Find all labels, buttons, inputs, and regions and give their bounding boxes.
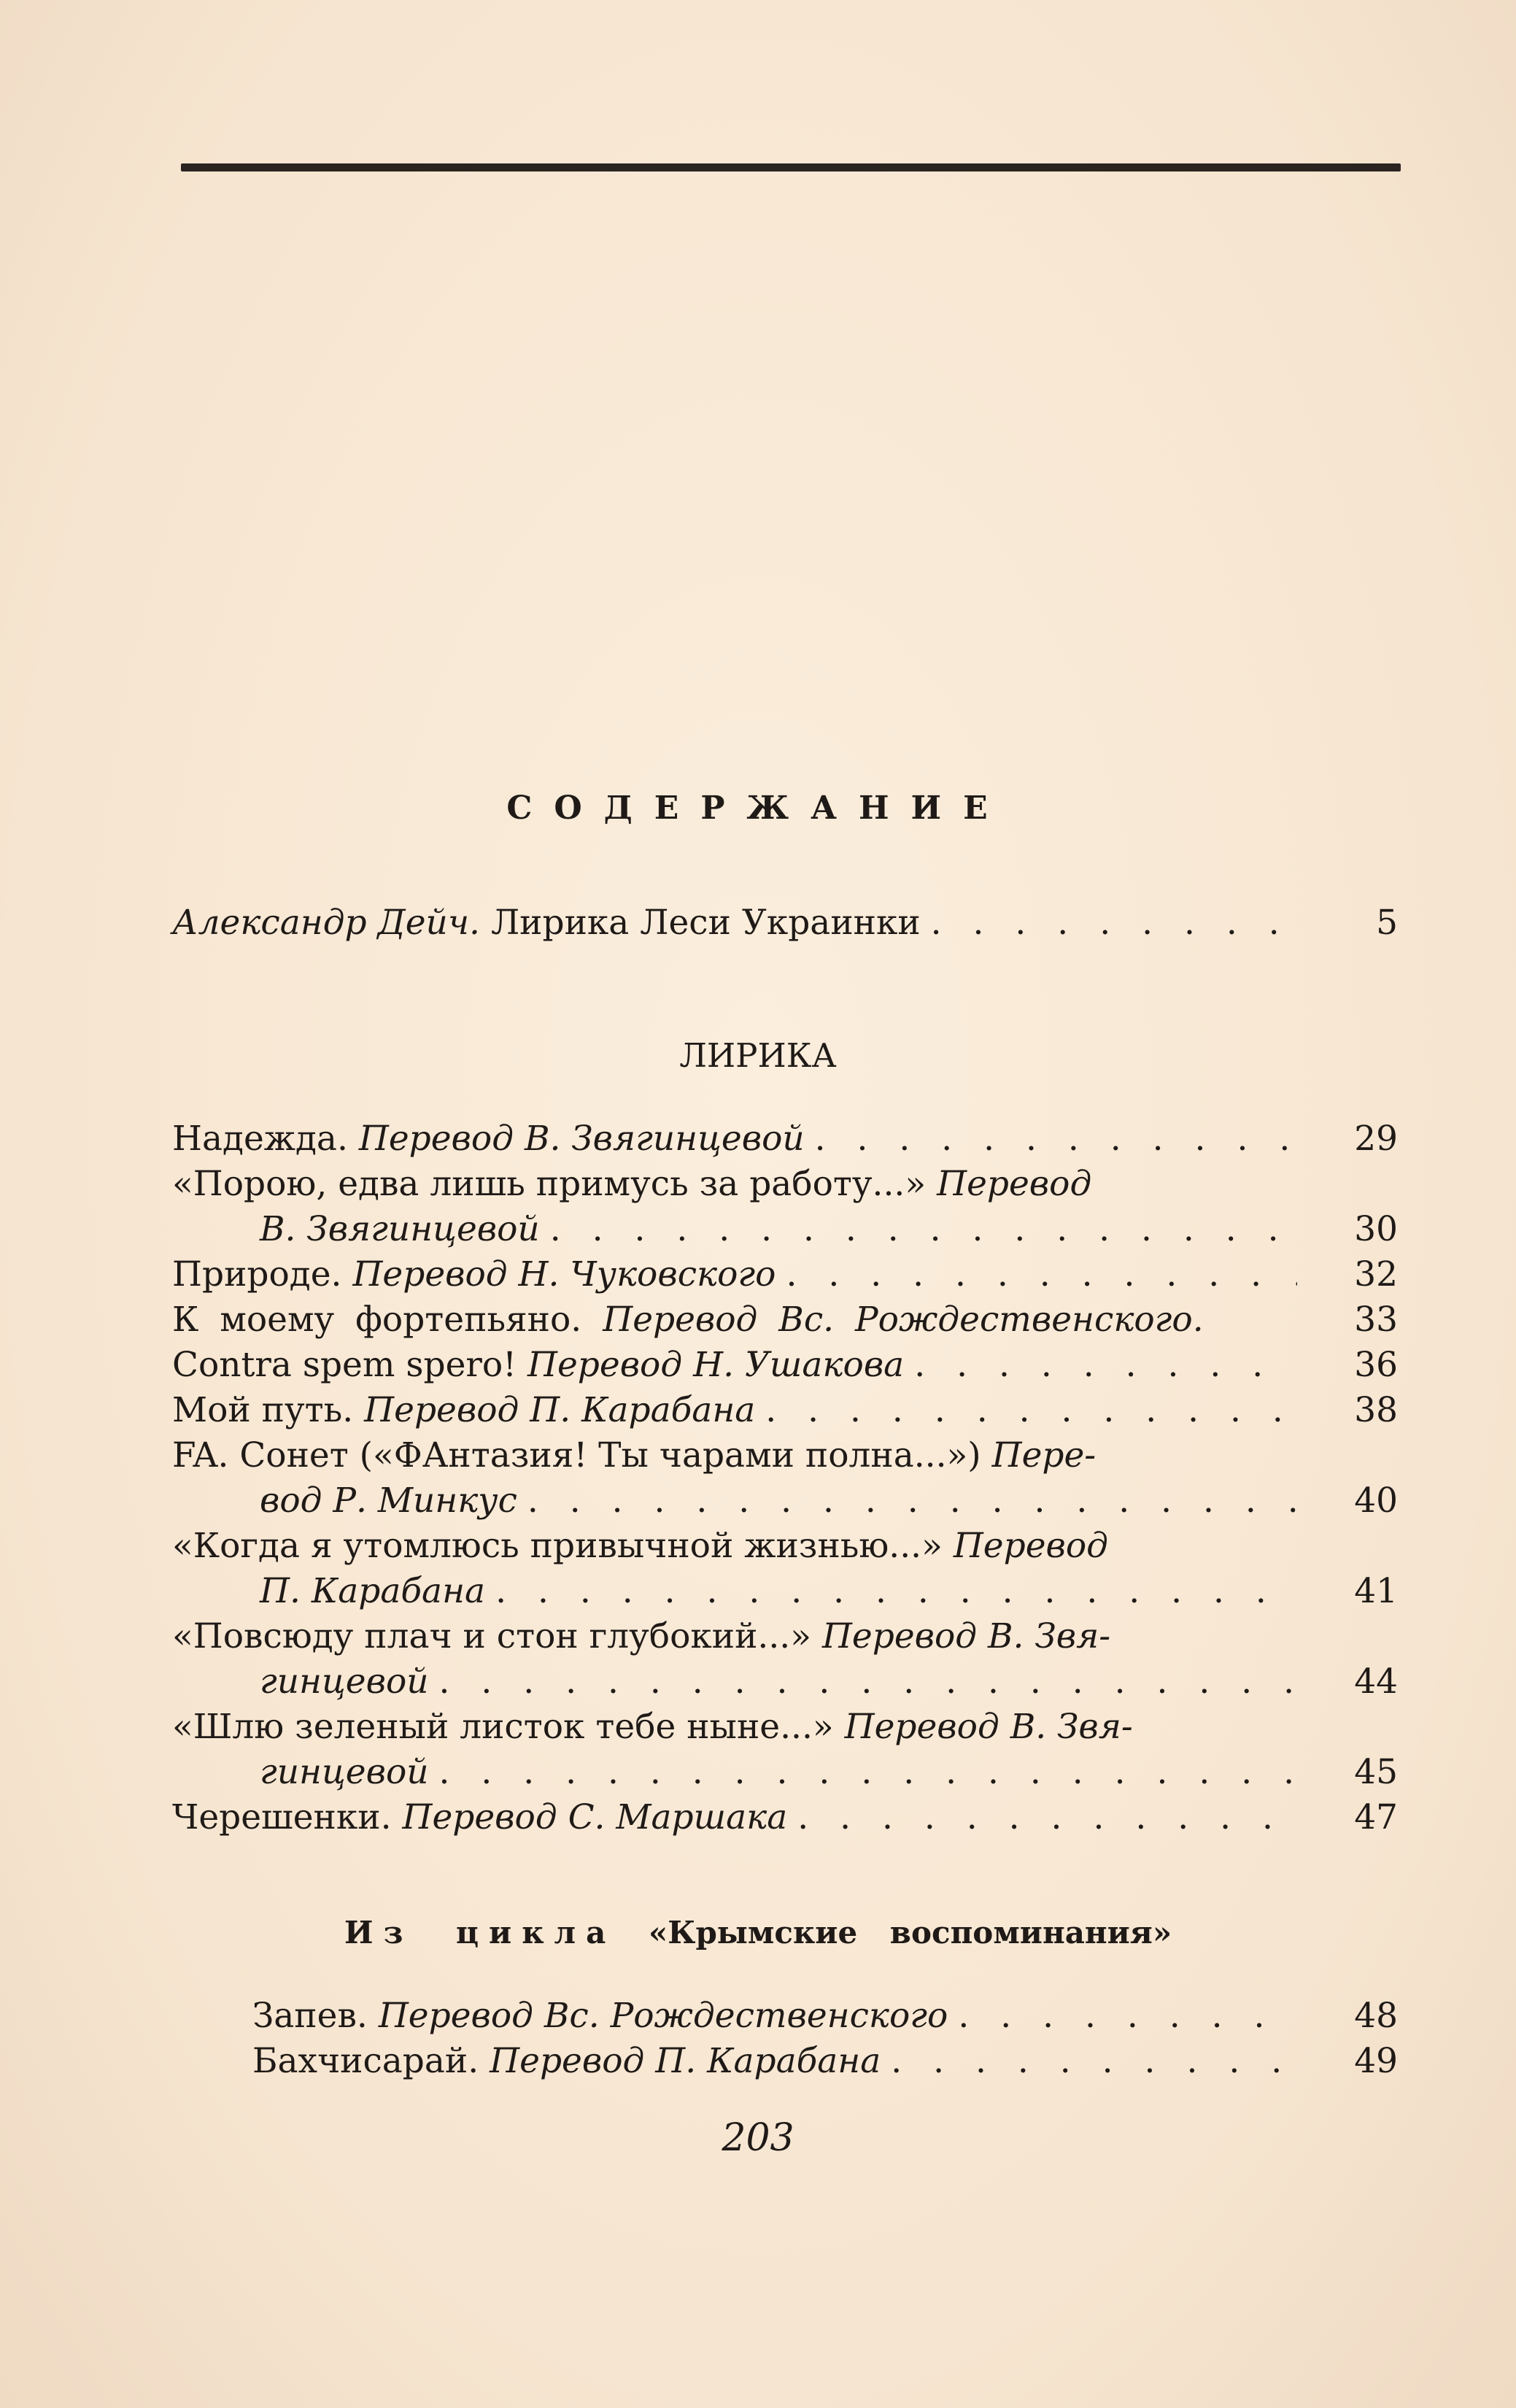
leader-dots [914,1343,1297,1388]
leader-dots [786,1252,1297,1297]
leader-dots [931,900,1297,946]
page-number: 38 [1354,1390,1398,1430]
subsection-prefix: Из цикла [344,1915,616,1950]
entry-title: Бахчисарай. [252,2041,479,2081]
entry-title: Contra spem spero! [172,1345,517,1385]
toc-entry[interactable] [172,1162,1398,1252]
entry-translator: Перевод Н. Ушакова [527,1345,905,1385]
subsection-heading [0,1915,1516,1950]
page-number: 44 [1354,1662,1398,1702]
entry-translator: гинцевой [260,1662,429,1702]
leader-dots [550,1207,1297,1252]
entry-translator: гинцевой [260,1752,429,1792]
intro-title: Лирика Леси Украинки [490,903,921,943]
page-number: 5 [1376,903,1398,943]
page-number: 33 [1354,1300,1398,1340]
entry-translator: П. Карабана [260,1571,486,1611]
page-number: 36 [1354,1345,1398,1385]
entry-translator: В. Звягинцевой [260,1209,540,1249]
entry-translator: вод Р. Минкус [260,1481,517,1521]
entry-title: «Когда я утомлюсь привычной жизнью...» [172,1526,943,1566]
entry-translator: Перевод С. Маршака [402,1797,788,1837]
leader-dots [527,1478,1297,1524]
entry-title: «Повсюду плач и стон глубокий...» [172,1616,811,1656]
entry-translator: Пере- [991,1435,1097,1475]
entry-translator: Перевод [953,1526,1108,1566]
entry-translator: Перевод П. Карабана [490,2041,881,2081]
toc-entry[interactable] [172,1388,1398,1433]
toc-entry[interactable] [172,1705,1398,1795]
leader-dots [765,1388,1297,1433]
toc-entry[interactable] [252,1994,1398,2039]
entry-title: Природе. [172,1254,342,1294]
toc-entry[interactable] [172,1297,1398,1343]
page-number: 40 [1354,1481,1398,1521]
toc-entry[interactable] [172,1795,1398,1840]
leader-dots [439,1659,1297,1705]
toc-entry[interactable] [172,1433,1398,1524]
entry-title: К моему фортепьяно. [172,1300,582,1340]
page-number: 41 [1354,1571,1398,1611]
page-folio: 203 [722,2116,794,2160]
entry-title: Надежда. [172,1119,348,1159]
entry-translator: Перевод Вс. Рождественского. [603,1300,1204,1340]
leader-dots [958,1994,1297,2039]
page-number: 29 [1354,1119,1398,1159]
leader-dots [495,1569,1297,1614]
intro-author: Александр Дейч. [172,903,480,943]
page-number: 49 [1354,2041,1398,2081]
toc-entry[interactable] [172,1524,1398,1614]
entry-title: Черешенки. [172,1797,392,1837]
entry-translator: Перевод Вс. Рождественского [378,1996,948,2036]
entry-title: Запев. [252,1996,368,2036]
entry-translator: Перевод Н. Чуковского [352,1254,776,1294]
toc-entry[interactable] [172,1116,1398,1162]
toc-entry[interactable] [172,1343,1398,1388]
entry-title: Мой путь. [172,1390,354,1430]
toc-entry[interactable] [172,1614,1398,1705]
entry-translator: Перевод В. Звя- [844,1707,1133,1747]
page-title: СОДЕРЖАНИЕ [506,790,1010,827]
subsection-title: «Крымские воспоминания» [648,1915,1172,1950]
toc-entry[interactable] [172,1252,1398,1297]
entry-translator: Перевод В. Звягинцевой [358,1119,805,1159]
leader-dots [439,1750,1297,1795]
leader-dots [815,1116,1297,1162]
entry-title: «Шлю зеленый листок тебе ныне...» [172,1707,834,1747]
page-number: 45 [1354,1752,1398,1792]
entry-translator: Перевод В. Звя- [821,1616,1111,1656]
section-heading: ЛИРИКА [679,1036,837,1075]
top-rule [181,163,1401,171]
page-number: 47 [1354,1797,1398,1837]
entry-title: «Порою, едва лишь примусь за работу...» [172,1164,927,1204]
page-number: 48 [1354,1996,1398,2036]
toc-entry-intro[interactable] [172,900,1398,946]
entry-translator: Перевод [937,1164,1092,1204]
leader-dots [797,1795,1297,1840]
entry-title: FA. Сонет («ФАнтазия! Ты чарами полна...») [172,1435,981,1475]
entry-translator: Перевод П. Карабана [364,1390,756,1430]
leader-dots [891,2039,1297,2084]
toc-entry[interactable] [252,2039,1398,2084]
page-number: 32 [1354,1254,1398,1294]
page-number: 30 [1354,1209,1398,1249]
